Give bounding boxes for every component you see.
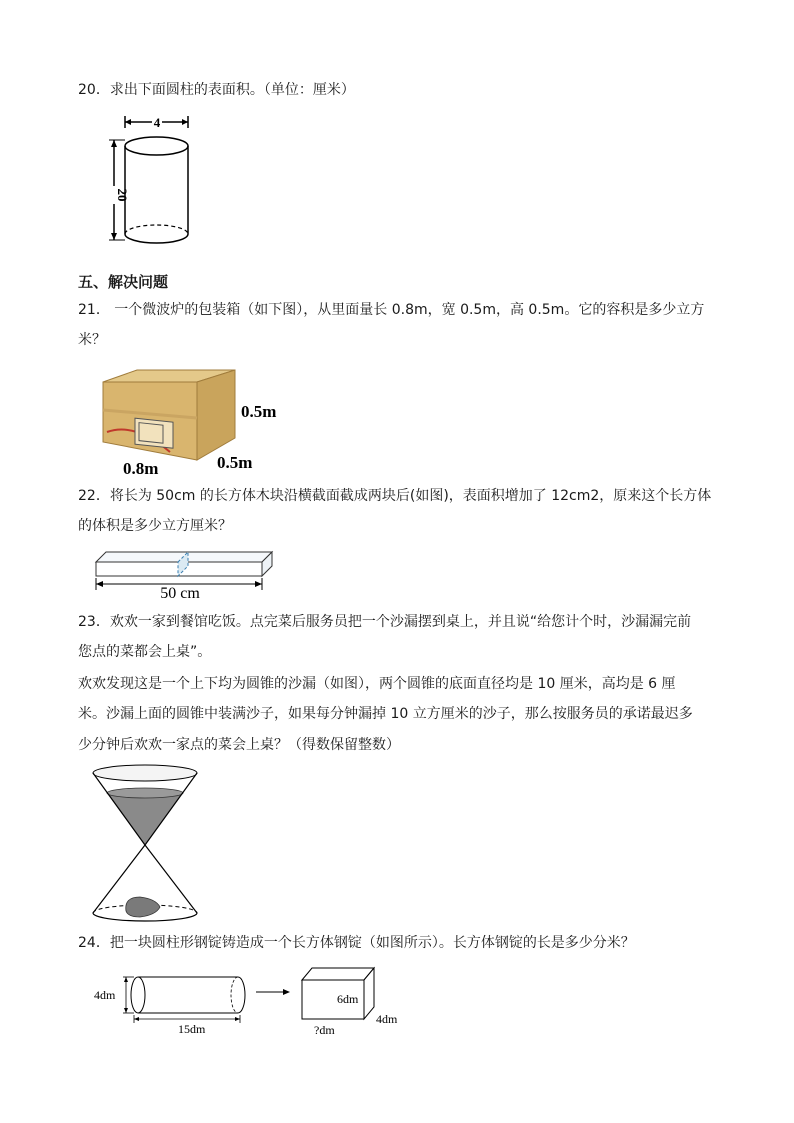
q20-cylinder-figure [100,110,200,260]
q21-box-figure [95,362,295,477]
q22-line2: 的体积是多少立方厘米？ [78,518,232,534]
q21-line2: 米？ [78,332,106,348]
q24-box-width-label: 4dm [376,1012,398,1026]
q24-ingot-figure [90,962,420,1042]
q20-diameter-label: 4 [153,115,161,130]
section-title: 五、解决问题 [78,273,169,291]
q24-cyl-diameter-label: 4dm [94,988,116,1002]
q24-box-height-label: 6dm [337,992,359,1006]
q23-hourglass-figure [88,763,208,923]
q23-line5: 少分钟后欢欢一家点的菜会上桌？（得数保留整数） [78,737,400,753]
q20-height-label: 20 [115,188,130,202]
q21-line1: 21． 一个微波炉的包装箱（如下图），从里面量长 0.8m，宽 0.5m，高 0.5m。它的容积是多少立方 [78,302,705,318]
q21-height-label: 0.5m [241,402,277,421]
q22-length-label: 50 cm [160,585,200,602]
q22-block-figure [92,548,282,602]
q21-length-label: 0.8m [123,459,159,478]
q23-line1: 23．欢欢一家到餐馆吃饭。点完菜后服务员把一个沙漏摆到桌上，并且说“给您计个时，沙漏漏完前 [78,614,692,630]
q23-line2: 您点的菜都会上桌”。 [78,644,212,660]
q24-text: 24．把一块圆柱形钢锭铸造成一个长方体钢锭（如图所示）。长方体钢锭的长是多少分米？ [78,935,635,951]
q23-line3: 欢欢发现这是一个上下均为圆锥的沙漏（如图），两个圆锥的底面直径均是 10 厘米，高均是 6 厘 [78,676,676,692]
q21-width-label: 0.5m [217,453,253,472]
q24-box-length-label: ?dm [314,1023,335,1037]
q22-line1: 22．将长为 50cm 的长方体木块沿横截面截成两块后(如图)，表面积增加了 12cm2，原来这个长方体 [78,488,712,504]
q20-text: 20．求出下面圆柱的表面积。（单位：厘米） [78,82,355,98]
q23-line4: 米。沙漏上面的圆锥中装满沙子，如果每分钟漏掉 10 立方厘米的沙子，那么按服务员的承诺最迟多 [78,706,693,722]
q24-cyl-length-label: 15dm [178,1022,206,1036]
